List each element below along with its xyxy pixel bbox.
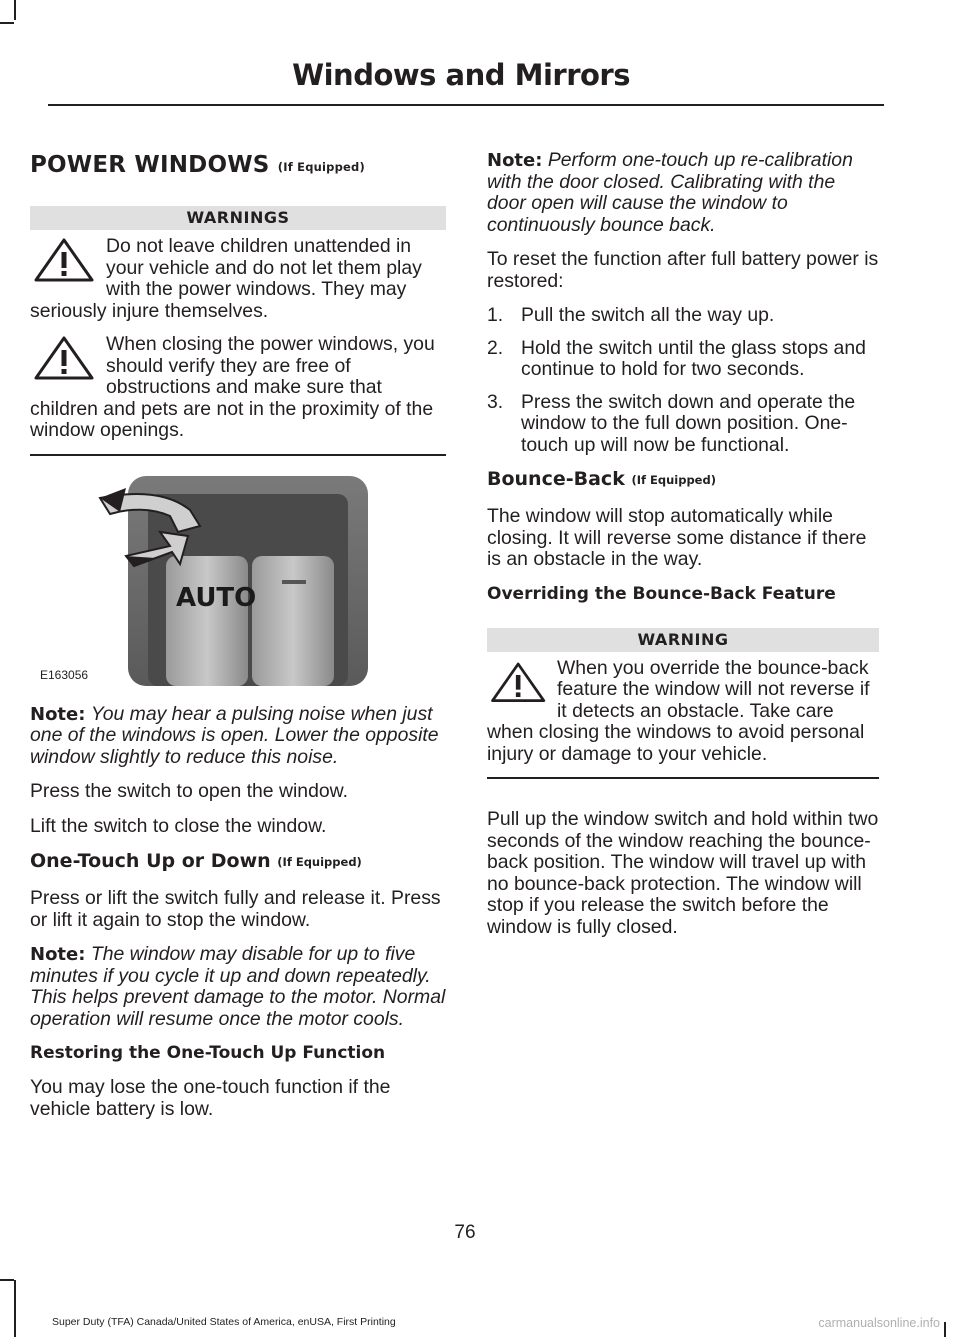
one-touch-paragraph: Press or lift the switch fully and release it. Press or lift it again to stop the window. bbox=[30, 887, 441, 931]
watermark: carmanualsonline.info bbox=[818, 1316, 940, 1330]
note-label: Note: bbox=[30, 703, 86, 725]
list-item: 1. Pull the switch all the way up. bbox=[487, 304, 775, 326]
list-item: 2. Hold the switch until the glass stops and continue to hold for two seconds. bbox=[487, 336, 866, 380]
window-switch-drawing bbox=[30, 476, 446, 686]
crop-mark bbox=[14, 0, 16, 20]
left-column bbox=[30, 140, 446, 1133]
note-text: You may hear a pulsing noise when just one of the windows is open. Lower the opposite window slightly to reduce this noise. bbox=[30, 702, 439, 768]
subheading-tag: (If Equipped) bbox=[631, 473, 716, 487]
footer-text: Super Duty (TFA) Canada/United States of America, enUSA, First Printing bbox=[52, 1316, 396, 1328]
crop-mark bbox=[14, 1280, 16, 1337]
crop-mark bbox=[0, 22, 14, 24]
reset-intro: To reset the function after full battery power is restored: bbox=[487, 248, 879, 292]
window-switch-illustration bbox=[30, 476, 446, 686]
subheading-tag: (If Equipped) bbox=[277, 855, 362, 869]
warning-text: When closing the power windows, you should verify they are free of obstructions and make sure that children and pets are not in the proximity of the window openings. bbox=[30, 333, 435, 441]
paragraph-close: Lift the switch to close the window. bbox=[30, 814, 327, 837]
warning-item bbox=[30, 236, 446, 322]
crop-mark bbox=[944, 1322, 946, 1337]
bounce-paragraph: The window will stop automatically while closing. It will reverse some distance if there is an obstacle in the way. bbox=[487, 505, 867, 570]
right-column bbox=[487, 150, 879, 951]
note-text: The window may disable for up to five minutes if you cycle it up and down repeatedly. This helps prevent damage to the motor. Normal operation will resume once the motor cools. bbox=[30, 943, 446, 1030]
warning-text: Do not leave children unattended in your vehicle and do not let them play with the power windows. They may seriously injure themselves. bbox=[30, 235, 422, 322]
warning-item bbox=[30, 334, 446, 442]
note-label: Note: bbox=[487, 150, 543, 171]
page-number: 76 bbox=[454, 1222, 476, 1243]
warning-title: WARNING bbox=[487, 628, 879, 652]
warning-triangle-icon bbox=[30, 334, 102, 390]
warning-item bbox=[487, 658, 879, 766]
warning-end-rule bbox=[487, 777, 879, 779]
note-label: Note: bbox=[30, 944, 86, 965]
page-header-title: Windows and Mirrors bbox=[292, 58, 630, 92]
figure-id: E163056 bbox=[40, 667, 89, 682]
subheading-bounce-back bbox=[487, 468, 879, 490]
restore-paragraph: You may lose the one-touch function if the vehicle battery is low. bbox=[30, 1076, 391, 1120]
subheading-override: Overriding the Bounce-Back Feature bbox=[487, 583, 836, 604]
note-text: Perform one-touch up re-calibration with the door closed. Calibrating with the door open will cause the window to continuously bounce back. bbox=[487, 149, 853, 236]
note-paragraph bbox=[487, 150, 879, 236]
warning-triangle-icon bbox=[487, 658, 553, 714]
note-paragraph bbox=[30, 944, 446, 1030]
paragraph-open: Press the switch to open the window. bbox=[30, 780, 348, 802]
subheading-text: One-Touch Up or Down bbox=[30, 850, 271, 872]
crop-mark bbox=[0, 1279, 14, 1281]
subheading-restore: Restoring the One-Touch Up Function bbox=[30, 1043, 386, 1063]
auto-label: AUTO bbox=[176, 582, 257, 613]
subheading-text: Bounce-Back bbox=[487, 468, 625, 490]
warning-end-rule bbox=[30, 454, 446, 456]
subheading-one-touch bbox=[30, 850, 446, 872]
section-heading-power-windows bbox=[30, 152, 446, 178]
heading-text: POWER WINDOWS bbox=[30, 152, 270, 178]
heading-tag: (If Equipped) bbox=[277, 160, 365, 174]
list-item: 3. Press the switch down and operate the window to the full down position. One-touch up will now be functional. bbox=[487, 390, 856, 456]
reset-steps-list bbox=[487, 305, 879, 456]
override-paragraph: Pull up the window switch and hold within two seconds of the window reaching the bounce-back position. The window will travel up with no bounce-back protection. The window will stop if you release the switch before the window is fully closed. bbox=[487, 808, 879, 938]
warning-text: When you override the bounce-back feature the window will not reverse if it detects an obstacle. Take care when closing the windows to avoid personal injury or damage to your vehicle. bbox=[487, 656, 870, 765]
header-rule bbox=[48, 104, 884, 106]
note-paragraph bbox=[30, 704, 446, 769]
warning-triangle-icon bbox=[30, 236, 102, 292]
warnings-title: WARNINGS bbox=[30, 206, 446, 230]
